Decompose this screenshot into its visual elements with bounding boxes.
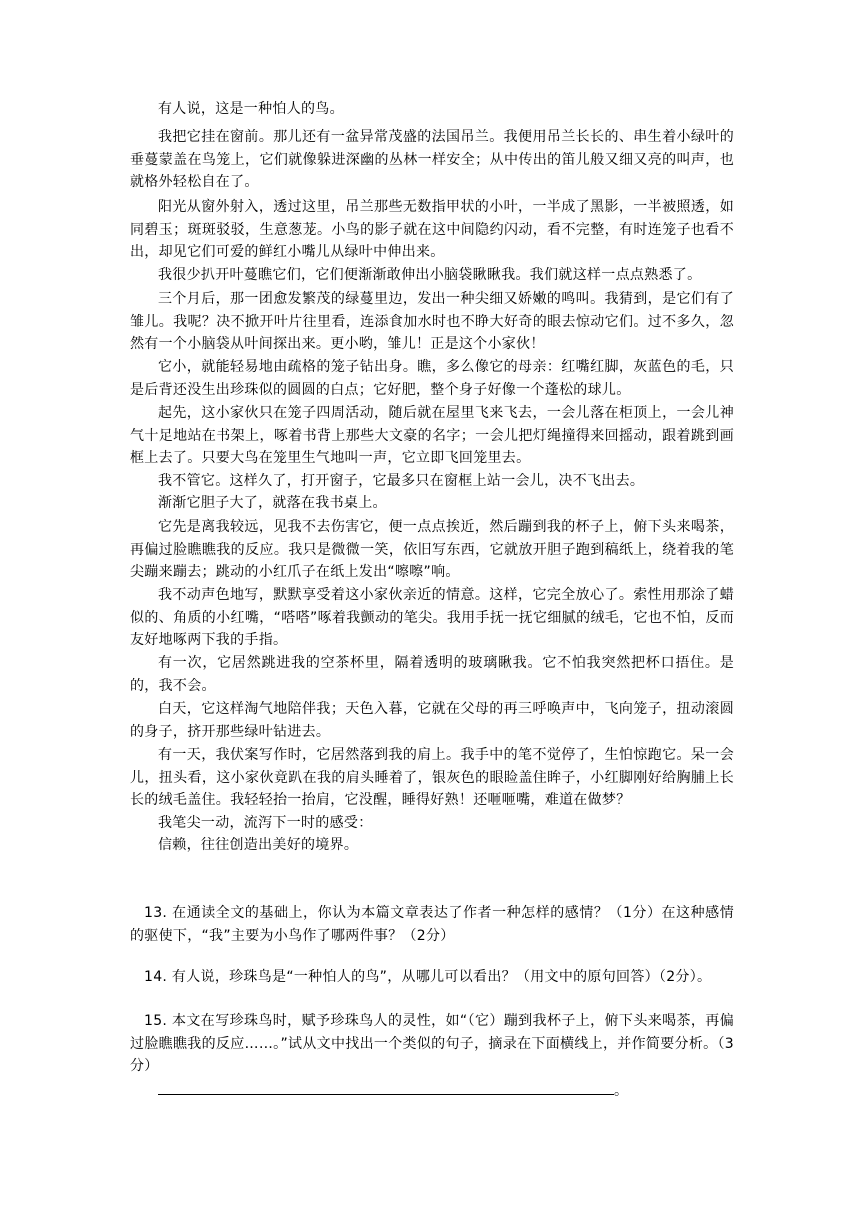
passage-paragraph-11: 我不动声色地写，默默享受着这小家伙亲近的情意。这样，它完全放心了。索性用那涂了蜡似的、角质的小红嘴，“嗒嗒”啄着我颤动的笔尖。我用手抚一抚它细腻的绒毛，它也不怕，反而友好地啄两下我的手指。 bbox=[130, 587, 734, 648]
passage-paragraph-4: 我很少扒开叶蔓瞧它们，它们便渐渐敢伸出小脑袋瞅瞅我。我们就这样一点点熟悉了。 bbox=[158, 267, 702, 283]
passage-paragraph-16: 信赖，往往创造出美好的境界。 bbox=[158, 837, 359, 853]
passage-paragraph-2: 我把它挂在窗前。那儿还有一盆异常茂盛的法国吊兰。我便用吊兰长长的、串生着小绿叶的垂蔓蒙盖在鸟笼上，它们就像躲进深幽的丛林一样安全；从中传出的笛儿般又细又亮的叫声，也就格外轻松自在了。 bbox=[130, 129, 734, 190]
passage-paragraph-13: 白天，它这样淘气地陪伴我；天色入暮，它就在父母的再三呼唤声中，飞向笼子，扭动滚圆的身子，挤开那些绿叶钻进去。 bbox=[130, 701, 734, 740]
passage-paragraph-7: 起先，这小家伙只在笼子四周活动，随后就在屋里飞来飞去，一会儿落在柜顶上，一会儿神气十足地站在书架上，啄着书背上那些大文豪的名字；一会儿把灯绳撞得来回摇动，跟着跳到画框上去了。只要大鸟在笼里生气地叫一声，它立即飞回笼里去。 bbox=[130, 405, 734, 466]
question-13: 13. 在通读全文的基础上，你认为本篇文章表达了作者一种怎样的感情？（1分）在这种感情的驱使下，“我”主要为小鸟作了哪两件事？（2分） bbox=[130, 905, 734, 944]
passage-paragraph-12: 有一次，它居然跳进我的空茶杯里，隔着透明的玻璃瞅我。它不怕我突然把杯口捂住。是的，我不会。 bbox=[130, 655, 734, 694]
question-14: 14. 有人说，珍珠鸟是“一种怕人的鸟”，从哪儿可以看出？（用文中的原句回答）（2分）。 bbox=[144, 969, 712, 985]
answer-line bbox=[158, 1080, 614, 1095]
passage-paragraph-14: 有一天，我伏案写作时，它居然落到我的肩上。我手中的笔不觉停了，生怕惊跑它。呆一会儿，扭头看，这小家伙竟趴在我的肩头睡着了，银灰色的眼睑盖住眸子，小红脚刚好给胸脯上长长的绒毛盖住。我轻轻抬一抬肩，它没醒，睡得好熟！还咂咂嘴，难道在做梦？ bbox=[130, 747, 734, 808]
passage-paragraph-9: 渐渐它胆子大了，就落在我书桌上。 bbox=[158, 495, 387, 511]
answer-blank[interactable] bbox=[158, 1080, 628, 1102]
passage-paragraph-10: 它先是离我较远，见我不去伤害它，便一点点挨近，然后蹦到我的杯子上，俯下头来喝茶，再偏过脸瞧瞧我的反应。我只是微微一笑，依旧写东西，它就放开胆子跑到稿纸上，绕着我的笔尖蹦来蹦去；跳动的小红爪子在纸上发出“嚓嚓”响。 bbox=[130, 519, 734, 580]
passage-paragraph-5: 三个月后，那一团愈发繁茂的绿蔓里边，发出一种尖细又娇嫩的鸣叫。我猜到，是它们有了雏儿。我呢？决不掀开叶片往里看，连添食加水时也不睁大好奇的眼去惊动它们。过不多久，忽然有一个小脑袋从叶间探出来。更小哟，雏儿！正是这个小家伙！ bbox=[130, 291, 734, 352]
passage-paragraph-8: 我不管它。这样久了，打开窗子，它最多只在窗框上站一会儿，决不飞出去。 bbox=[158, 473, 645, 489]
passage-paragraph-15: 我笔尖一动，流泻下一时的感受： bbox=[158, 815, 373, 831]
passage-paragraph-6: 它小，就能轻易地由疏格的笼子钻出身。瞧，多么像它的母亲：红嘴红脚，灰蓝色的毛，只是后背还没生出珍珠似的圆圆的白点；它好肥，整个身子好像一个蓬松的球儿。 bbox=[130, 359, 734, 398]
answer-end-mark: 。 bbox=[614, 1083, 628, 1099]
question-15: 15. 本文在写珍珠鸟时，赋予珍珠鸟人的灵性，如“（它）蹦到我杯子上，俯下头来喝茶，再偏过脸瞧瞧我的反应……。”试从文中找出一个类似的句子，摘录在下面横线上，并作简要分析。（3分） bbox=[130, 1013, 734, 1074]
passage-paragraph-1: 有人说，这是一种怕人的鸟。 bbox=[158, 101, 344, 117]
passage-paragraph-3: 阳光从窗外射入，透过这里，吊兰那些无数指甲状的小叶，一半成了黑影，一半被照透，如同碧玉；斑斑驳驳，生意葱茏。小鸟的影子就在这中间隐约闪动，看不完整，有时连笼子也看不出，却见它们可爱的鲜红小嘴儿从绿叶中伸出来。 bbox=[130, 199, 734, 260]
